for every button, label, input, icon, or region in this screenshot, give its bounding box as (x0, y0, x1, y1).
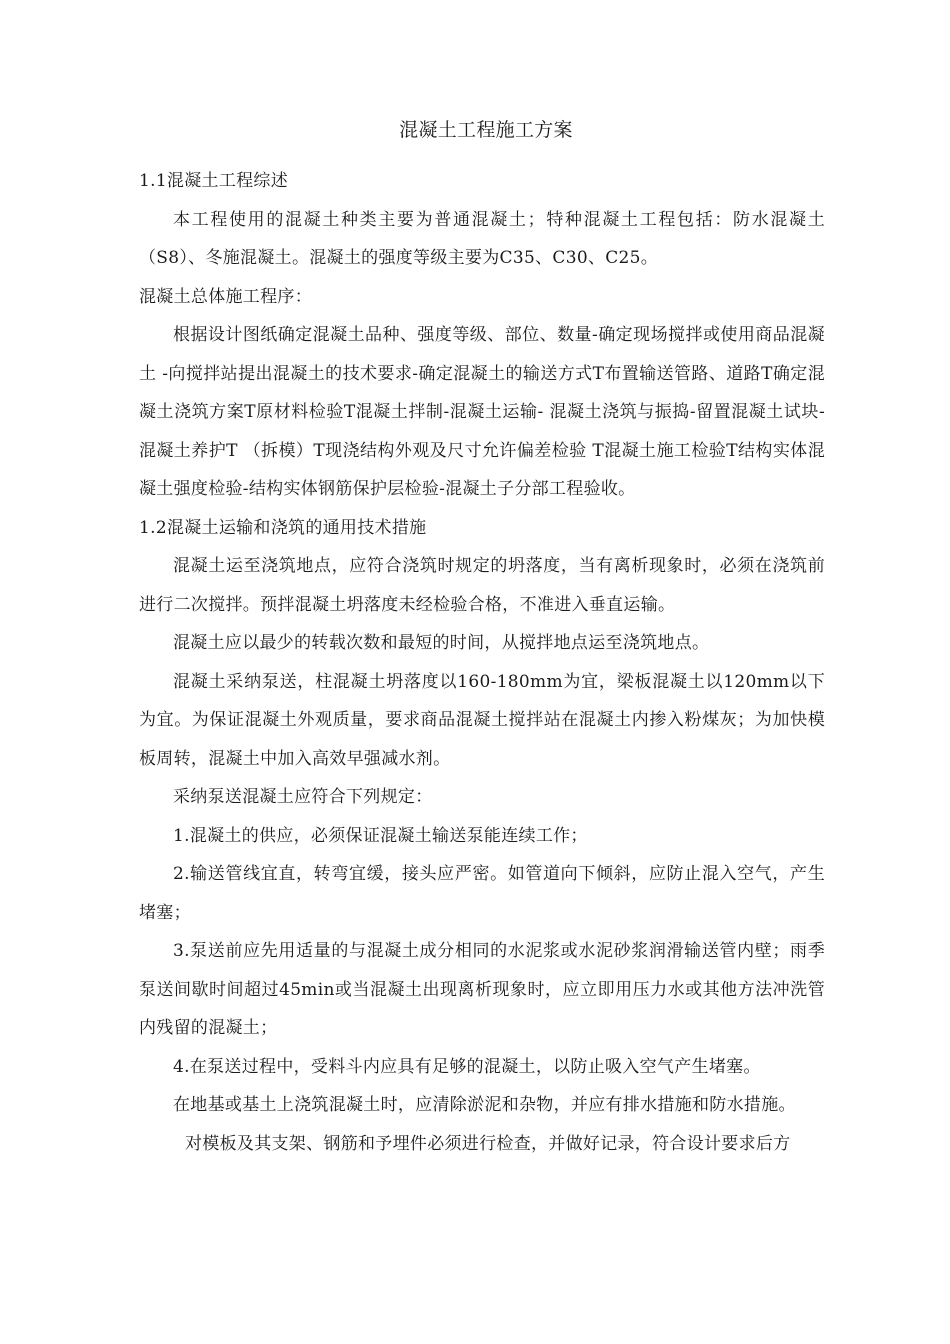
paragraph-overview: 本工程使用的混凝土种类主要为普通混凝土；特种混凝土工程包括：防水混凝土（S8）、冬施混凝土。混凝土的强度等级主要为C35、C30、C25。 (139, 209, 825, 268)
section-heading-1-2: 1.2混凝土运输和浇筑的通用技术措施 (139, 517, 427, 538)
list-item-1: 1.混凝土的供应，必须保证混凝土输送泵能连续工作； (173, 825, 588, 846)
paragraph-pumping: 混凝土采纳泵送，柱混凝土坍落度以160-180mm为宜，梁板混凝土以120mm以下为宜。为保证混凝土外观质量，要求商品混凝土搅拌站在混凝土内掺入粉煤灰；为加快模板周转，混凝土中加入高效早强减水剂。 (139, 671, 825, 769)
section-heading-1-1: 1.1混凝土工程综述 (139, 171, 289, 191)
paragraph-transport: 混凝土运至浇筑地点，应符合浇筑时规定的坍落度，当有离析现象时，必须在浇筑前进行二次搅拌。预拌混凝土坍落度未经检验合格，不准进入垂直运输。 (139, 556, 825, 615)
list-item-3: 3.泵送前应先用适量的与混凝土成分相同的水泥浆或水泥砂浆润滑输送管内壁；雨季泵送间歇时间超过45min或当混凝土出现离析现象时，应立即用压力水或其他方法冲洗管内残留的混凝土； (139, 941, 825, 1038)
document-body (139, 118, 825, 1163)
paragraph-transfer: 混凝土应以最少的转载次数和最短的时间，从搅拌地点运至浇筑地点。 (173, 633, 710, 653)
paragraph-pump-rules: 采纳泵送混凝土应符合下列规定： (173, 787, 433, 807)
document-title: 混凝土工程施工方案 (399, 119, 573, 141)
paragraph-procedure: 根据设计图纸确定混凝土品种、强度等级、部位、数量-确定现场搅拌或使用商品混凝土 -向搅拌站提出混凝土的技术要求-确定混凝土的输送方式T布置输送管路、道路T确定混凝土浇筑方案T原材料检验T混凝土拌制-混凝土运输- 混凝土浇筑与振捣-留置混凝土试块-混凝土养护T （拆模）T现浇结构外观及尺寸允许偏差检验 T混凝土施工检验T结构实体混凝土强度检验-结构实体钢筋保护层检验-混凝土子分部工程验收。 (139, 325, 825, 499)
procedure-label: 混凝土总体施工程序： (139, 286, 312, 307)
paragraph-formwork-check: 对模板及其支架、钢筋和予埋件必须进行检查，并做好记录，符合设计要求后方 (185, 1133, 791, 1154)
list-item-2: 2.输送管线宜直，转弯宜缓，接头应严密。如管道向下倾斜，应防止混入空气，产生堵塞； (139, 864, 825, 923)
paragraph-foundation: 在地基或基土上浇筑混凝土时，应清除淤泥和杂物，并应有排水措施和防水措施。 (173, 1095, 796, 1115)
list-item-4: 4.在泵送过程中，受料斗内应具有足够的混凝土，以防止吸入空气产生堵塞。 (173, 1056, 761, 1077)
